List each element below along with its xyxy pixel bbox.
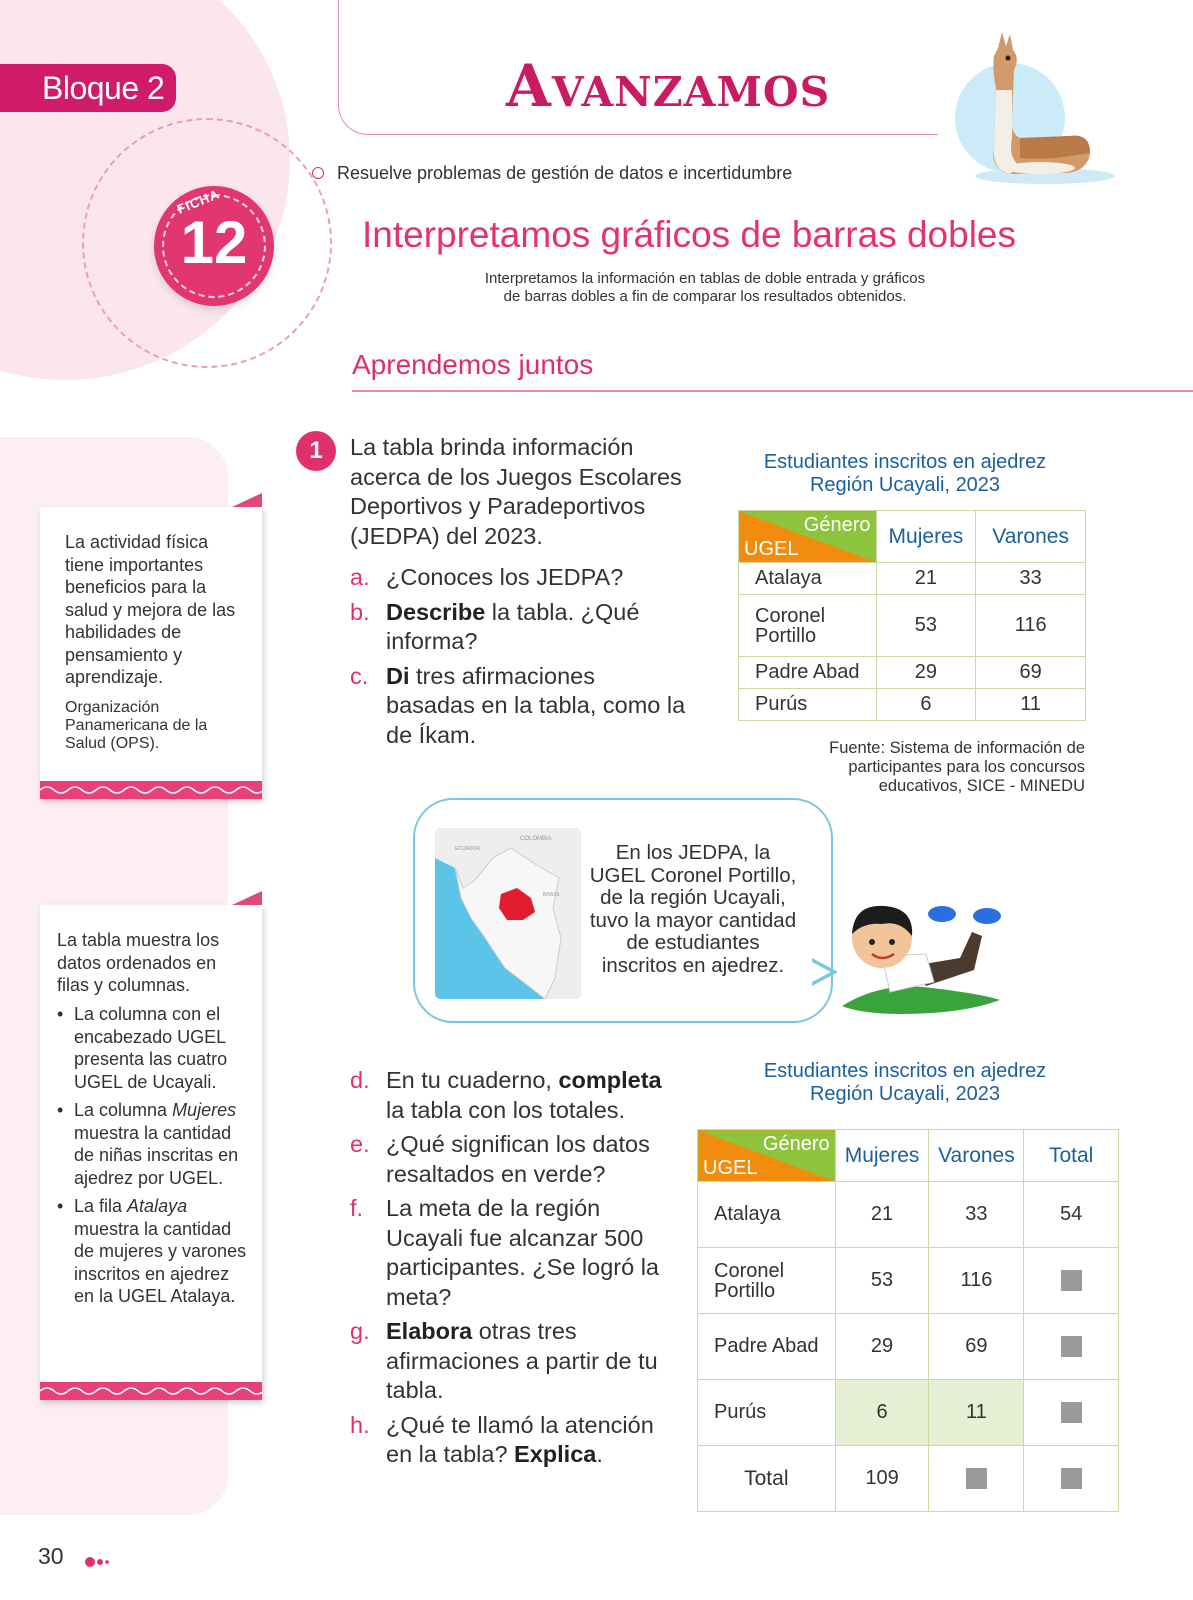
question-bold-verb: completa <box>558 1067 662 1093</box>
side-note-table-explanation <box>40 905 262 1400</box>
side-note-bullet-ugel <box>57 1003 252 1093</box>
blank-square-icon <box>1061 1402 1082 1423</box>
corner-genero: Género <box>803 514 871 536</box>
question-item-d <box>350 1066 680 1125</box>
table-header-row <box>698 1130 1119 1182</box>
question-letter: a. <box>350 564 370 590</box>
side-note-bullet-atalaya-pre: La fila <box>74 1196 128 1216</box>
cell-varones: 33 <box>976 563 1086 595</box>
page-dots-icon <box>84 1555 112 1573</box>
question-text-pre: En tu cuaderno, <box>386 1067 559 1093</box>
table-row <box>698 1380 1119 1446</box>
question-bold-verb: Describe <box>386 598 486 625</box>
question-bold-verb: Elabora <box>386 1318 473 1344</box>
blank-square-icon <box>1061 1468 1082 1489</box>
table-row <box>698 1314 1119 1380</box>
peru-map-image <box>435 828 581 999</box>
cell-ugel: Coronel Portillo <box>739 595 877 657</box>
question-item-e <box>350 1130 680 1189</box>
table1-caption-line-1: Estudiantes inscritos en ajedrez <box>763 451 1047 473</box>
table-total-row <box>698 1446 1119 1512</box>
cell-total-blank <box>1024 1248 1119 1314</box>
map-label-colombia: COLOMBIA <box>520 836 552 842</box>
question-text: ¿Conoces los JEDPA? <box>386 564 624 590</box>
llama-illustration <box>950 28 1120 188</box>
question-intro: La tabla brinda información acerca de los Juegos Escolares Deportivos y Paradeportivos (JEDPA) del 2023. <box>350 434 682 549</box>
cell-mujeres-highlighted: 6 <box>835 1380 929 1446</box>
side-note-bullet-atalaya-em: Atalaya <box>127 1196 188 1216</box>
table-row <box>739 689 1086 721</box>
question-text: La meta de la región Ucayali fue alcanzar 500 participantes. ¿Se logró la meta? <box>386 1195 660 1310</box>
ficha-badge <box>154 186 274 306</box>
blank-square-icon <box>1061 1336 1082 1357</box>
cell-varones: 116 <box>976 595 1086 657</box>
question-letter: f. <box>350 1195 364 1221</box>
cell-varones: 33 <box>929 1182 1024 1248</box>
table1 <box>738 510 1086 721</box>
bloque-label: Bloque 2 <box>0 64 176 112</box>
ficha-label: FICHA <box>174 186 222 217</box>
side-note-bullet-mujeres-post: muestra la cantidad de niñas inscritas en ajedrez por UGEL. <box>74 1122 239 1188</box>
cell-total-varones-blank <box>929 1446 1024 1512</box>
side-note-bullet-ugel-text: La columna con el encabezado UGEL presenta las cuatro UGEL de Ucayali. <box>74 1004 228 1092</box>
table2-caption-line-1: Estudiantes inscritos en ajedrez <box>763 1060 1047 1082</box>
side-note-bullet-mujeres-em: Mujeres <box>172 1100 237 1120</box>
question-item-c <box>350 662 690 751</box>
table2 <box>697 1129 1119 1512</box>
cell-varones-highlighted: 11 <box>929 1380 1024 1446</box>
cell-varones: 11 <box>976 689 1086 721</box>
table-row <box>739 595 1086 657</box>
cell-mujeres: 21 <box>876 563 976 595</box>
question-text: ¿Qué significan los datos resaltados en verde? <box>386 1131 650 1187</box>
boy-illustration <box>842 896 1012 1016</box>
cell-ugel: Padre Abad <box>698 1314 836 1380</box>
side-note-bullet-atalaya <box>57 1195 252 1308</box>
question-letter: e. <box>350 1131 370 1157</box>
corner-genero: Género <box>762 1133 830 1155</box>
cell-total-blank <box>1024 1314 1119 1380</box>
competencia-bullet-icon <box>312 167 324 179</box>
note-wave-border <box>40 781 262 799</box>
cell-mujeres: 6 <box>876 689 976 721</box>
map-label-ecuador: ECUADOR <box>455 846 481 852</box>
cell-mujeres: 53 <box>835 1248 929 1314</box>
section-title: Aprendemos juntos <box>352 349 594 380</box>
page-title: Interpretamos gráficos de barras dobles <box>362 214 1017 255</box>
question-list-abc <box>350 563 690 755</box>
col-header-varones: Varones <box>929 1130 1024 1182</box>
note-wave-border <box>40 1382 262 1400</box>
question-number: 1 <box>296 431 336 471</box>
question-text: tres afirmaciones basadas en la tabla, como la de Íkam. <box>386 662 686 748</box>
cell-varones: 116 <box>929 1248 1024 1314</box>
cell-mujeres: 53 <box>876 595 976 657</box>
corner-ugel: UGEL <box>744 538 799 560</box>
side-note-bullet-mujeres <box>57 1099 252 1189</box>
side-note-bullet-atalaya-post: muestra la cantidad de mujeres y varones inscritos en ajedrez en la UGEL Atalaya. <box>74 1218 247 1306</box>
section-big-title: Avanzamos <box>505 52 831 120</box>
question-item-a <box>350 563 690 593</box>
note-tab-icon <box>232 493 262 507</box>
side-note-list <box>57 1003 252 1314</box>
cell-total-mujeres: 109 <box>835 1446 929 1512</box>
col-header-mujeres: Mujeres <box>835 1130 929 1182</box>
cell-mujeres: 21 <box>835 1182 929 1248</box>
note-tab-icon <box>232 891 262 905</box>
question-item-h <box>350 1411 680 1470</box>
table-corner-header <box>739 511 877 563</box>
cell-varones: 69 <box>976 657 1086 689</box>
question-item-f <box>350 1194 680 1312</box>
table2-caption <box>735 1060 1075 1106</box>
question-item-b <box>350 598 690 657</box>
table-row <box>698 1248 1119 1314</box>
blank-square-icon <box>966 1468 987 1489</box>
table-corner-header <box>698 1130 836 1182</box>
table-row <box>698 1182 1119 1248</box>
page-number: 30 <box>38 1543 64 1569</box>
table1-source: Fuente: Sistema de información de participantes para los concursos educativos, SICE - MINEDU <box>829 739 1085 795</box>
cell-grand-total-blank <box>1024 1446 1119 1512</box>
question-letter: b. <box>350 598 370 625</box>
competencia-text: Resuelve problemas de gestión de datos e incertidumbre <box>337 163 793 183</box>
side-note-intro: La tabla muestra los datos ordenados en filas y columnas. <box>57 930 220 995</box>
question-text-pre: ¿Qué te llamó la atención en la tabla? <box>386 1411 654 1467</box>
page-subtitle <box>430 270 980 306</box>
corner-ugel: UGEL <box>703 1157 758 1179</box>
cell-total-blank <box>1024 1380 1119 1446</box>
ficha-number: 12 <box>180 209 248 276</box>
cell-ugel: Purús <box>698 1380 836 1446</box>
question-text: la tabla con los totales. <box>386 1096 626 1123</box>
col-header-total: Total <box>1024 1130 1119 1182</box>
cell-total-label: Total <box>698 1446 836 1512</box>
cell-varones: 69 <box>929 1314 1024 1380</box>
cell-ugel: Purús <box>739 689 877 721</box>
table-row <box>739 563 1086 595</box>
speech-bubble-tail-inner <box>810 961 831 983</box>
question-list-dh <box>350 1066 680 1475</box>
question-bold-verb: Di <box>386 662 410 689</box>
side-note-bullet-mujeres-pre: La columna <box>74 1100 173 1120</box>
table1-caption-line-2: Región Ucayali, 2023 <box>809 474 1001 496</box>
table1-caption <box>735 451 1075 497</box>
page-subtitle-line-2: de barras dobles a fin de comparar los resultados obtenidos. <box>503 288 907 305</box>
question-item-g <box>350 1317 680 1406</box>
col-header-varones: Varones <box>976 511 1086 563</box>
col-header-mujeres: Mujeres <box>876 511 976 563</box>
speech-bubble-text: En los JEDPA, la UGEL Coronel Portillo, de la región Ucayali, tuvo la mayor cantidad de estudiantes inscritos en ajedrez. <box>589 841 797 977</box>
question-letter: h. <box>350 1411 370 1438</box>
question-text: . <box>596 1441 603 1467</box>
question-letter: d. <box>350 1067 370 1093</box>
table-row <box>739 657 1086 689</box>
cell-total: 54 <box>1024 1182 1119 1248</box>
section-divider <box>352 390 1193 392</box>
table2-caption-line-2: Región Ucayali, 2023 <box>809 1083 1001 1105</box>
cell-ugel: Atalaya <box>739 563 877 595</box>
cell-mujeres: 29 <box>835 1314 929 1380</box>
cell-ugel: Coronel Portillo <box>698 1248 836 1314</box>
question-letter: c. <box>350 662 369 689</box>
question-text: otras tres afirmaciones a partir de tu tabla. <box>386 1318 658 1403</box>
map-label-brasil: BRASIL <box>543 892 561 898</box>
cell-ugel: Padre Abad <box>739 657 877 689</box>
question-text: la tabla. ¿Qué informa? <box>386 598 640 654</box>
side-note-source: Organización Panamericana de la Salud (OPS). <box>65 699 208 752</box>
question-letter: g. <box>350 1318 370 1344</box>
table-header-row <box>739 511 1086 563</box>
page-subtitle-line-1: Interpretamos la información en tablas de doble entrada y gráficos <box>484 270 926 287</box>
blank-square-icon <box>1061 1270 1082 1291</box>
side-note-ops <box>40 507 262 799</box>
cell-ugel: Atalaya <box>698 1182 836 1248</box>
side-note-text: La actividad física tiene importantes beneficios para la salud y mejora de las habilidades de pensamiento y aprendizaje. <box>65 532 236 687</box>
cell-mujeres: 29 <box>876 657 976 689</box>
question-bold-verb: Explica <box>514 1441 597 1467</box>
